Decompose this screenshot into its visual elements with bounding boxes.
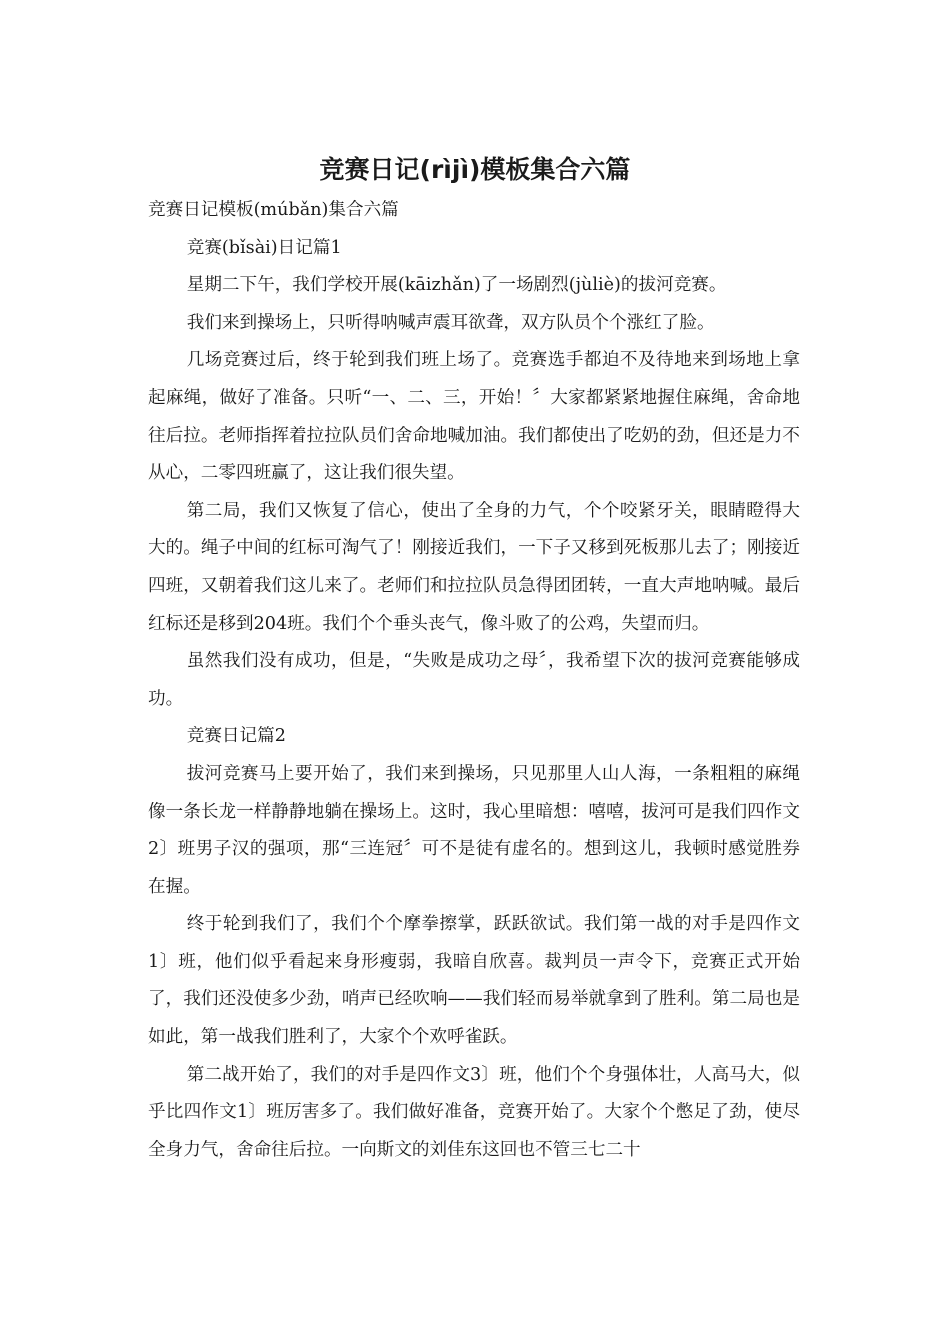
paragraph: 第二局，我们又恢复了信心，使出了全身的力气，个个咬紧牙关，眼睛瞪得大大的。绳子中间的红标可淘气了！刚接近我们，一下子又移到死板那儿去了；刚接近四班，又朝着我们这儿来了。老师们和拉拉队员急得团团转，一直大声地呐喊。最后红标还是移到204班。我们个个垂头丧气，像斗败了的公鸡，失望而归。 — [148, 500, 800, 634]
paragraph: 我们来到操场上，只听得呐喊声震耳欲聋，双方队员个个涨红了脸。 — [186, 312, 715, 333]
paragraph: 星期二下午，我们学校开展(kāizhǎn)了一场剧烈(jùliè)的拔河竞赛。 — [186, 275, 727, 296]
document-body — [148, 192, 800, 1169]
section-heading: 竞赛日记篇2 — [186, 726, 286, 747]
paragraph: 终于轮到我们了，我们个个摩拳擦掌，跃跃欲试。我们第一战的对手是四作文1〕班，他们似乎看起来身形瘦弱，我暗自欣喜。裁判员一声令下，竞赛正式开始了，我们还没使多少劲，哨声已经吹响——我们轻而易举就拿到了胜利。第二局也是如此，第一战我们胜利了，大家个个欢呼雀跃。 — [148, 914, 800, 1048]
paragraph: 第二战开始了，我们的对手是四作文3〕班，他们个个身强体壮，人高马大，似乎比四作文1〕班厉害多了。我们做好准备，竞赛开始了。大家个个憋足了劲，使尽全身力气，舍命往后拉。一向斯文的刘佳东这回也不管三七二十 — [148, 1064, 800, 1160]
subtitle-line: 竞赛日记模板(múbǎn)集合六篇 — [148, 200, 399, 220]
paragraph: 拔河竞赛马上要开始了，我们来到操场，只见那里人山人海，一条粗粗的麻绳像一条长龙一样静静地躺在操场上。这时，我心里暗想：嘻嘻，拔河可是我们四作文2〕班男子汉的强项，那“三连冠〞可不是徒有虚名的。想到这儿，我顿时感觉胜券在握。 — [148, 763, 800, 897]
document-title: 竞赛日记(rìjì)模板集合六篇 — [319, 155, 631, 184]
paragraph: 几场竞赛过后，终于轮到我们班上场了。竞赛选手都迫不及待地来到场地上拿起麻绳，做好了准备。只听“一、二、三，开始！〞大家都紧紧地握住麻绳，舍命地往后拉。老师指挥着拉拉队员们舍命地喊加油。我们都使出了吃奶的劲，但还是力不从心，二零四班赢了，这让我们很失望。 — [148, 350, 800, 484]
paragraph: 虽然我们没有成功，但是，“失败是成功之母〞，我希望下次的拔河竞赛能够成功。 — [148, 651, 800, 709]
section-heading: 竞赛(bǐsài)日记篇1 — [186, 237, 342, 258]
